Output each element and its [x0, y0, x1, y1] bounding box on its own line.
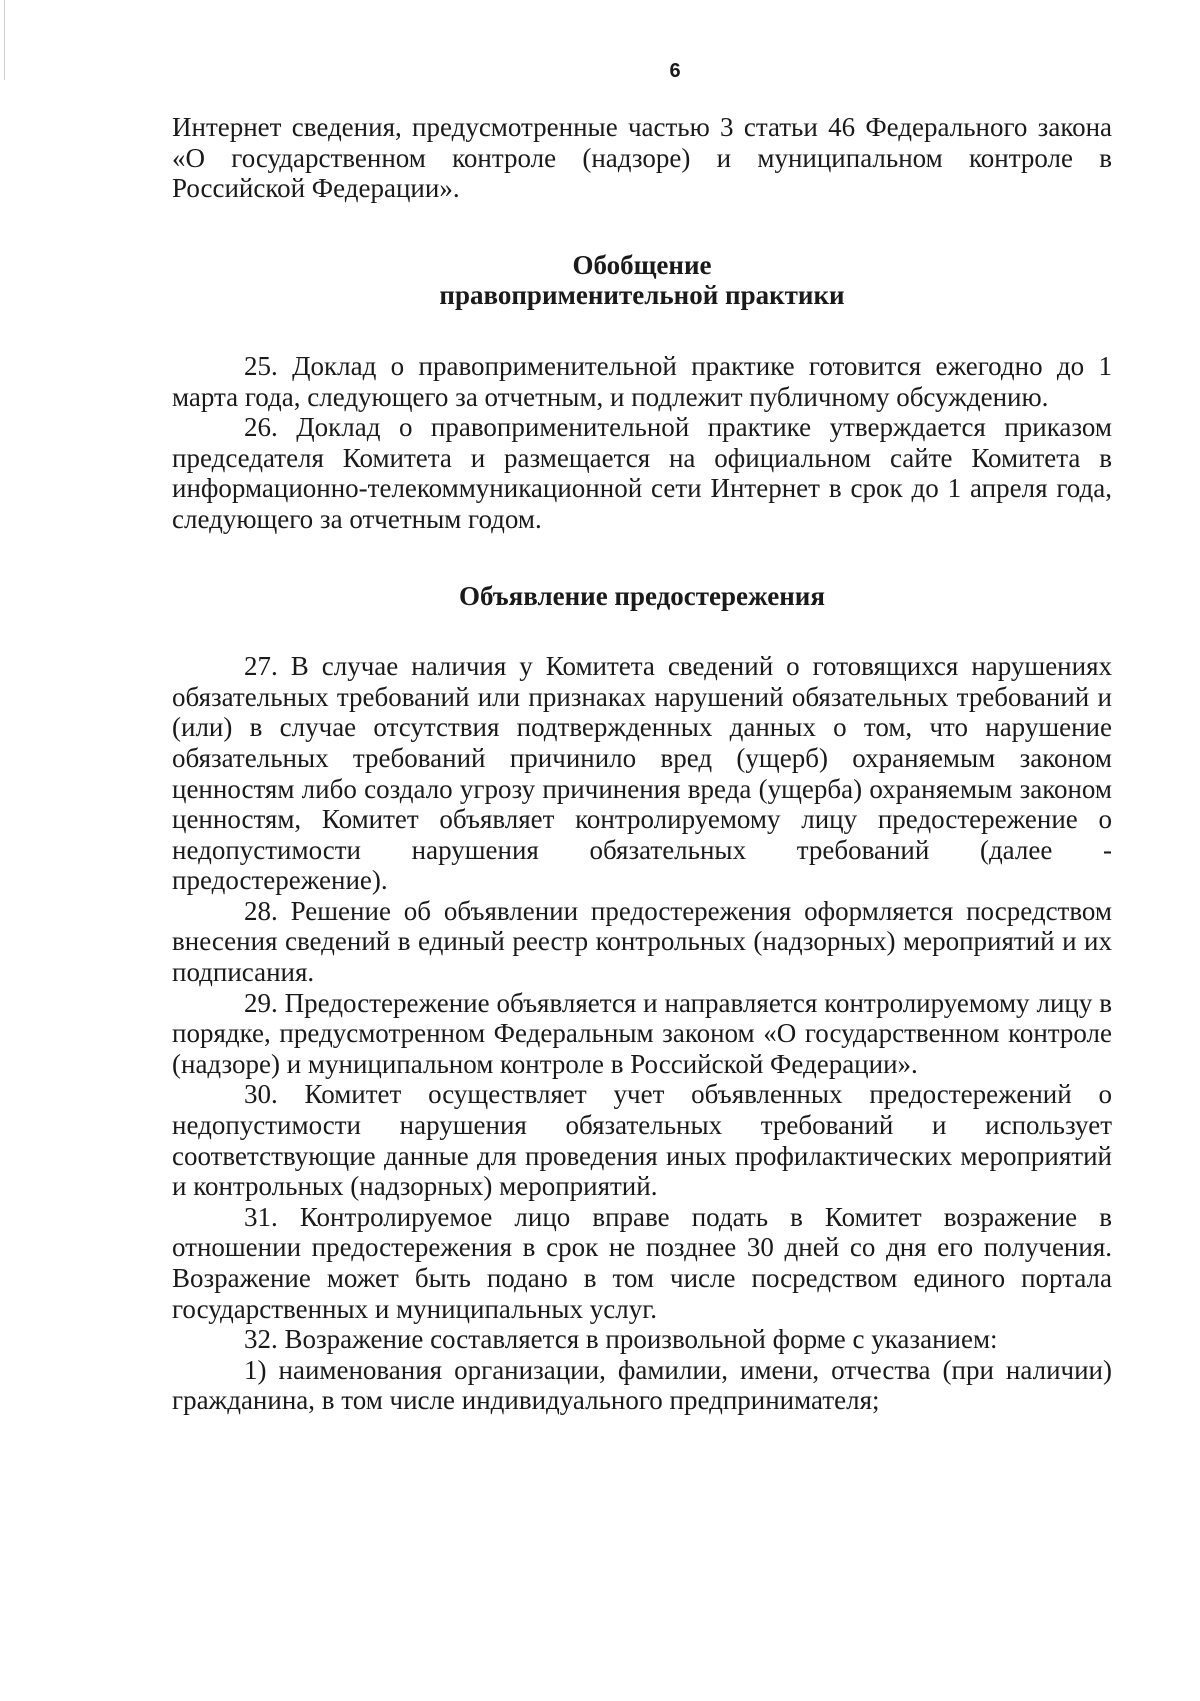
spacer	[172, 535, 1112, 581]
section-heading-generalization-line2: правоприменительной практики	[439, 280, 845, 311]
intro-paragraph: Интернет сведения, предусмотренные частью 3 статьи 46 Федерального закона «О государственном контроле (надзоре) и муниципальном контроле в Российской Федерации».	[172, 112, 1112, 204]
paragraph-27: 27. В случае наличия у Комитета сведений о готовящихся нарушениях обязательных требований или признаках нарушений обязательных требований и (или) в случае отсутствия подтвержденных данных о том, что нарушение обязательных требований причинило вред (ущерб) охраняемым законом ценностям либо создало угрозу причинения вреда (ущерба) охраняемым законом ценностям, Комитет объявляет контролируемому лицу предостережение о недопустимости нарушения обязательных требований (далее - предостережение).	[172, 651, 1112, 896]
paragraph-29: 29. Предостережение объявляется и направляется контролируемому лицу в порядке, предусмотренном Федеральным законом «О государственном контроле (надзоре) и муниципальном контроле в Российской Федерации».	[172, 987, 1112, 1079]
paragraph-31: 31. Контролируемое лицо вправе подать в Комитет возражение в отношении предостережения в срок не позднее 30 дней со дня его получения. Возражение может быть подано в том числе посредством единого портала государственных и муниципальных услуг.	[172, 1201, 1112, 1324]
list-item-1: 1) наименования организации, фамилии, имени, отчества (при наличии) гражданина, в том числе индивидуального предпринимателя;	[172, 1354, 1112, 1416]
paragraph-25: 25. Доклад о правоприменительной практике готовится ежегодно до 1 марта года, следующего за отчетным, и подлежит публичному обсуждению.	[172, 350, 1112, 412]
paragraph-26: 26. Доклад о правоприменительной практике утверждается приказом председателя Комитета и размещается на официальном сайте Комитета в информационно-телекоммуникационной сети Интернет в срок до 1 апреля года, следующего за отчетным годом.	[172, 412, 1112, 534]
section-heading-warning: Объявление предостережения	[459, 580, 825, 611]
document-body	[172, 112, 1112, 1416]
spacer	[172, 611, 1112, 651]
spacer	[172, 311, 1112, 351]
spacer	[172, 204, 1112, 250]
page-number: 6	[669, 60, 681, 82]
paragraph-32: 32. Возражение составляется в произвольной форме с указанием:	[244, 1324, 998, 1355]
paragraph-28: 28. Решение об объявлении предостережения оформляется посредством внесения сведений в единый реестр контрольных (надзорных) мероприятий и их подписания.	[172, 895, 1112, 988]
section-heading-generalization: Обобщение	[572, 249, 712, 280]
paragraph-30: 30. Комитет осуществляет учет объявленных предостережений о недопустимости нарушения обязательных требований и использует соответствующие данные для проведения иных профилактических мероприятий и контрольных (надзорных) мероприятий.	[172, 1079, 1112, 1202]
